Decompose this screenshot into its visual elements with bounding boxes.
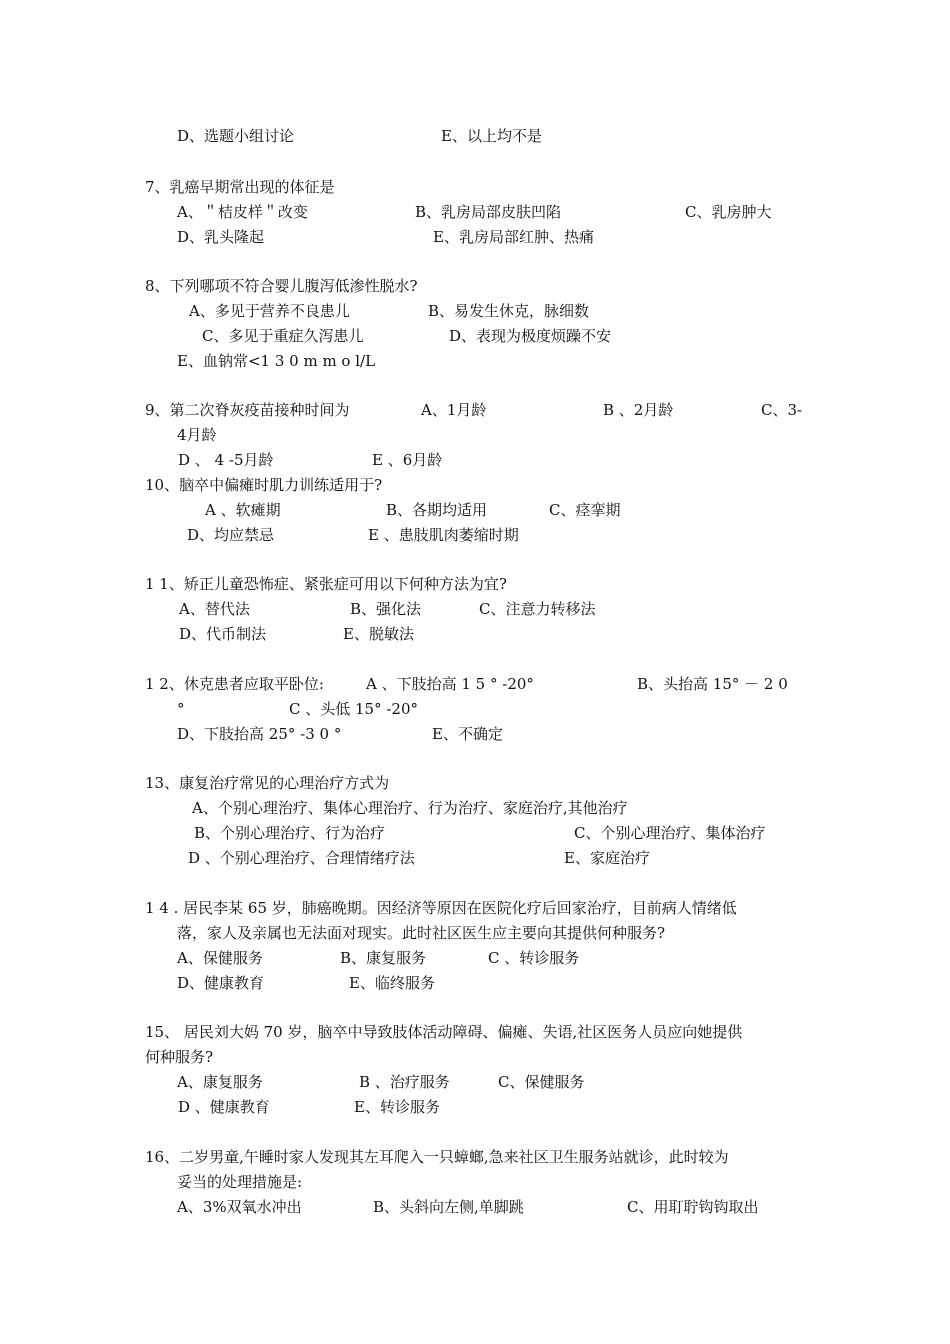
q10-option-e: E 、患肢肌肉萎缩时期 xyxy=(368,526,519,544)
q8-option-a: A、多见于营养不良患儿 xyxy=(189,302,350,320)
q11-option-d: D、代币制法 xyxy=(179,625,267,643)
q16-option-b: B、头斜向左侧,单脚跳 xyxy=(373,1198,524,1216)
q8-option-d: D、表现为极度烦躁不安 xyxy=(449,327,612,345)
q15-option-c: C、保健服务 xyxy=(498,1073,585,1091)
q9-option-e: E 、6月龄 xyxy=(372,451,443,469)
q12-option-b: B、头抬高 15° － 2 0 xyxy=(637,675,788,693)
q15-option-b: B 、治疗服务 xyxy=(359,1073,450,1091)
q12-stem: 1 2、休克患者应取平卧位: xyxy=(145,675,324,693)
q13-option-b: B、个别心理治疗、行为治疗 xyxy=(194,824,386,842)
q10-stem: 10、脑卒中偏瘫时肌力训练适用于? xyxy=(145,476,383,494)
q13-option-e: E、家庭治疗 xyxy=(564,849,650,867)
q12-option-d: D、下肢抬高 25° -3 0 ° xyxy=(177,725,342,743)
q7-stem: 7、乳癌早期常出现的体征是 xyxy=(145,178,335,196)
q7-option-a: A、＂桔皮样＂改变 xyxy=(177,203,308,221)
q11-option-b: B、强化法 xyxy=(350,600,422,618)
q15-stem: 15、 居民刘大妈 70 岁，脑卒中导致肢体活动障碍、偏瘫、失语,社区医务人员应向她提供 xyxy=(145,1023,743,1041)
q14-option-b: B、康复服务 xyxy=(340,949,427,967)
q11-option-e: E、脱敏法 xyxy=(343,625,414,643)
q13-option-c: C、个别心理治疗、集体治疗 xyxy=(574,824,766,842)
q11-option-c: C、注意力转移法 xyxy=(479,600,596,618)
q12-option-a: A 、下肢抬高 1 5 ° -20° xyxy=(366,675,534,693)
q8-stem: 8、下列哪项不符合婴儿腹泻低渗性脱水? xyxy=(145,277,418,295)
q10-option-b: B、各期均适用 xyxy=(386,501,488,519)
q15-option-d: D 、健康教育 xyxy=(178,1098,270,1116)
q15-stem-cont: 何种服务? xyxy=(145,1048,214,1066)
q7-option-e: E、乳房局部红肿、热痛 xyxy=(433,228,594,246)
q7-option-c: C、乳房肿大 xyxy=(685,203,772,221)
q13-option-a: A、个别心理治疗、集体心理治疗、行为治疗、家庭治疗,其他治疗 xyxy=(192,799,628,817)
q16-option-c: C、用耵聍钩钩取出 xyxy=(627,1198,759,1216)
q11-stem: 1 1、矫正儿童恐怖症、紧张症可用以下何种方法为宜? xyxy=(145,575,507,593)
q14-option-a: A、保健服务 xyxy=(177,949,263,967)
q9-option-c-cont: 4月龄 xyxy=(177,426,217,444)
q10-option-c: C、痉挛期 xyxy=(549,501,621,519)
q10-option-d: D、均应禁忌 xyxy=(187,526,275,544)
q14-stem: 1 4 . 居民李某 65 岁，肺癌晚期。因经济等原因在医院化疗后回家治疗，目前病人情绪低 xyxy=(145,899,737,917)
q6-option-d: D、选题小组讨论 xyxy=(177,127,295,145)
q16-stem: 16、二岁男童,午睡时家人发现其左耳爬入一只蟑螂,急来社区卫生服务站就诊，此时较为 xyxy=(145,1148,729,1166)
q8-option-c: C、多见于重症久泻患儿 xyxy=(202,327,364,345)
q13-stem: 13、康复治疗常见的心理治疗方式为 xyxy=(145,774,390,792)
q7-option-b: B、乳房局部皮肤凹陷 xyxy=(415,203,562,221)
q9-option-b: B 、2月龄 xyxy=(603,401,674,419)
q6-option-e: E、以上均不是 xyxy=(441,127,542,145)
q12-option-e: E、不确定 xyxy=(432,725,503,743)
q12-option-c: C 、头低 15° -20° xyxy=(289,700,419,718)
q14-option-d: D、健康教育 xyxy=(177,974,265,992)
q14-stem-cont: 落，家人及亲属也无法面对现实。此时社区医生应主要向其提供何种服务? xyxy=(177,924,666,942)
q15-option-e: E、转诊服务 xyxy=(354,1098,440,1116)
q13-option-d: D 、个别心理治疗、合理情绪疗法 xyxy=(188,849,415,867)
q9-option-a: A、1月龄 xyxy=(421,401,487,419)
q7-option-d: D、乳头隆起 xyxy=(177,228,265,246)
q10-option-a: A 、软瘫期 xyxy=(205,501,281,519)
q9-stem: 9、第二次脊灰疫苗接种时间为 xyxy=(145,401,350,419)
q12-option-b-cont: ° xyxy=(177,700,185,718)
q8-option-b: B、易发生休克，脉细数 xyxy=(428,302,590,320)
q16-stem-cont: 妥当的处理措施是: xyxy=(177,1173,303,1191)
q9-option-c: C、3- xyxy=(761,401,803,419)
q14-option-e: E、临终服务 xyxy=(349,974,435,992)
q8-option-e: E、血钠常<1 3 0 m m o l/L xyxy=(177,352,376,370)
q11-option-a: A、替代法 xyxy=(179,600,250,618)
q14-option-c: C 、转诊服务 xyxy=(488,949,580,967)
q9-option-d: D 、 4 -5月龄 xyxy=(178,451,274,469)
q15-option-a: A、康复服务 xyxy=(177,1073,263,1091)
q16-option-a: A、3%双氧水冲出 xyxy=(177,1198,302,1216)
